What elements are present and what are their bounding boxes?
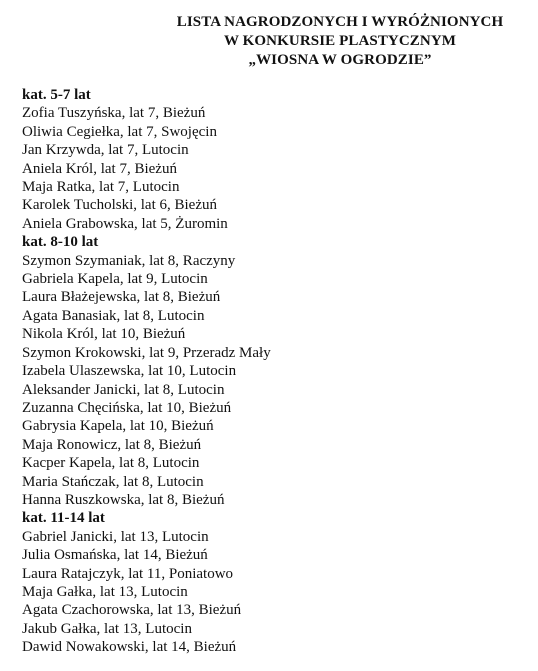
list-item: Gabrysia Kapela, lat 10, Bieżuń [22, 418, 214, 435]
category-heading: kat. 5-7 lat [22, 87, 91, 103]
list-item: Jakub Gałka, lat 13, Lutocin [22, 620, 192, 637]
winners-list [22, 86, 522, 657]
list-item: Gabriel Janicki, lat 13, Lutocin [22, 528, 209, 545]
document-title [150, 13, 530, 70]
category-heading: kat. 11-14 lat [22, 510, 105, 527]
list-item: Aniela Grabowska, lat 5, Żuromin [22, 215, 228, 232]
list-item: Nikola Król, lat 10, Bieżuń [22, 326, 186, 343]
title-line-2: W KONKURSIE PLASTYCZNYM [223, 33, 457, 49]
list-item: Dawid Nowakowski, lat 14, Bieżuń [22, 639, 237, 656]
list-item: Zofia Tuszyńska, lat 7, Bieżuń [22, 105, 206, 122]
list-item: Julia Osmańska, lat 14, Bieżuń [22, 547, 208, 564]
list-item: Jan Krzywda, lat 7, Lutocin [22, 142, 189, 159]
list-item: Karolek Tucholski, lat 6, Bieżuń [22, 197, 217, 214]
list-item: Gabriela Kapela, lat 9, Lutocin [22, 271, 208, 288]
list-item: Kacper Kapela, lat 8, Lutocin [22, 455, 200, 472]
list-item: Hanna Ruszkowska, lat 8, Bieżuń [22, 491, 225, 508]
title-line-1: LISTA NAGRODZONYCH I WYRÓŻNIONYCH [176, 14, 504, 30]
list-item: Maja Gałka, lat 13, Lutocin [22, 583, 188, 600]
list-item: Izabela Ulaszewska, lat 10, Lutocin [22, 363, 237, 380]
list-item: Laura Ratajczyk, lat 11, Poniatowo [22, 565, 234, 582]
list-item: Oliwia Cegiełka, lat 7, Swojęcin [22, 123, 217, 140]
title-line-3: „WIOSNA W OGRODZIE” [248, 52, 432, 68]
list-item: Zuzanna Chęcińska, lat 10, Bieżuń [22, 399, 232, 416]
list-item: Maria Stańczak, lat 8, Lutocin [22, 473, 204, 490]
list-item: Agata Czachorowska, lat 13, Bieżuń [22, 602, 242, 619]
list-item: Aleksander Janicki, lat 8, Lutocin [22, 381, 225, 398]
list-item: Aniela Król, lat 7, Bieżuń [22, 160, 177, 177]
list-item: Agata Banasiak, lat 8, Lutocin [22, 307, 205, 324]
list-item: Szymon Szymaniak, lat 8, Raczyny [22, 252, 236, 269]
category-heading: kat. 8-10 lat [22, 234, 99, 251]
list-item: Maja Ratka, lat 7, Lutocin [22, 179, 180, 196]
list-item: Szymon Krokowski, lat 9, Przeradz Mały [22, 344, 271, 361]
list-item: Laura Błażejewska, lat 8, Bieżuń [22, 289, 221, 306]
list-item: Maja Ronowicz, lat 8, Bieżuń [22, 436, 202, 453]
